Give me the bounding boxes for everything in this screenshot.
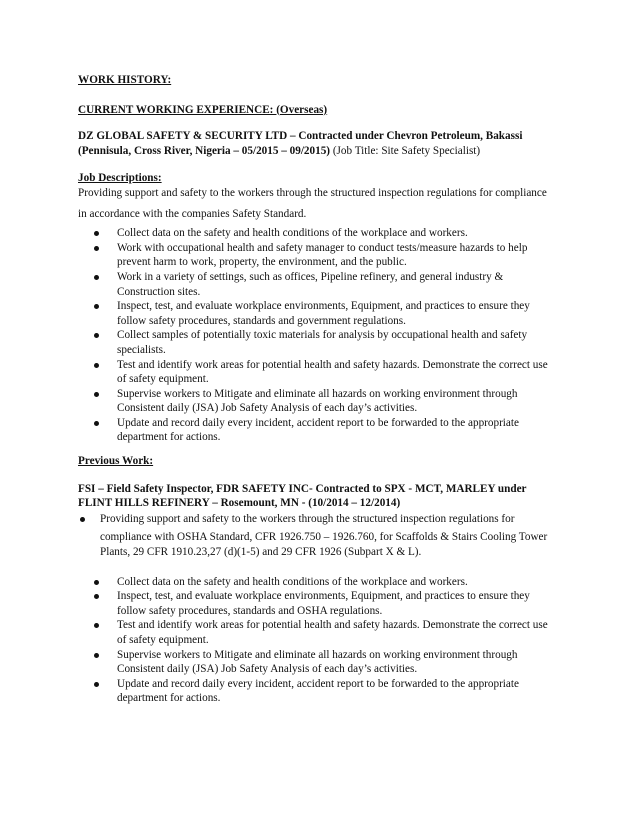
bullet-line: Consistent daily (JSA) Job Safety Analysis of each day’s activities. <box>117 402 418 415</box>
bullet-icon <box>94 653 99 658</box>
bullet-icon <box>94 231 99 236</box>
current-employer-location: (Pennisula, Cross River, Nigeria – 05/2015 – 09/2015) <box>78 144 331 157</box>
previous-employer <box>78 482 554 511</box>
bullet-line: Update and record daily every incident, accident report to be forwarded to the appropriate <box>117 677 519 690</box>
bullet-icon <box>94 246 99 251</box>
bullet-icon <box>94 594 99 599</box>
current-experience-heading: CURRENT WORKING EXPERIENCE: (Overseas) <box>78 103 328 116</box>
current-job-title: (Job Title: Site Safety Specialist) <box>332 144 481 157</box>
bullet-line: Providing support and safety to the workers through the structured inspection regulations for <box>100 512 515 525</box>
bullet-line: follow safety procedures, standards and OSHA regulations. <box>117 604 383 617</box>
list-item <box>78 328 554 357</box>
bullet-line: specialists. <box>117 343 166 356</box>
bullet-line: Construction sites. <box>117 285 201 298</box>
bullet-line: Inspect, test, and evaluate workplace environments, Equipment, and practices to ensure they <box>117 590 530 603</box>
bullet-line: department for actions. <box>117 431 221 444</box>
current-employer-line2 <box>78 144 554 159</box>
bullet-line: follow safety procedures, standards and government regulations. <box>117 314 406 327</box>
previous-employer-line2: FLINT HILLS REFINERY – Rosemount, MN - (10/2014 – 12/2014) <box>78 497 401 510</box>
previous-employer-line1: FSI – Field Safety Inspector, FDR SAFETY INC- Contracted to SPX - MCT, MARLEY under <box>78 482 527 495</box>
current-employer-line1: DZ GLOBAL SAFETY & SECURITY LTD – Contracted under Chevron Petroleum, Bakassi <box>78 130 523 143</box>
previous-duties-list <box>78 575 554 706</box>
bullet-line: of safety equipment. <box>117 373 209 386</box>
list-item <box>78 648 554 677</box>
bullet-line: of safety equipment. <box>117 634 209 646</box>
job-descriptions-heading: Job Descriptions: <box>78 172 162 185</box>
bullet-line: Update and record daily every incident, accident report to be forwarded to the appropriate <box>117 416 519 429</box>
work-history-heading: WORK HISTORY: <box>78 74 172 86</box>
current-employer <box>78 129 554 158</box>
list-item <box>78 589 554 618</box>
job-description-intro-line2: in accordance with the companies Safety Standard. <box>78 207 307 220</box>
bullet-line: Collect samples of potentially toxic materials for analysis by occupational health and safety <box>117 329 528 342</box>
bullet-line: Consistent daily (JSA) Job Safety Analysis of each day’s activities. <box>117 663 418 676</box>
bullet-line: Plants, 29 CFR 1910.23,27 (d)(1-5) and 29 CFR 1926 (Subpart X & L). <box>100 546 422 559</box>
list-item <box>78 226 554 241</box>
list-item <box>78 575 554 590</box>
list-item <box>78 299 554 328</box>
bullet-line: Work with occupational health and safety manager to conduct tests/measure hazards to help <box>117 241 528 254</box>
bullet-line: Inspect, test, and evaluate workplace environments, Equipment, and practices to ensure they <box>117 300 530 313</box>
bullet-icon <box>94 682 99 687</box>
list-item <box>78 677 554 706</box>
list-item <box>78 241 554 270</box>
list-item <box>78 387 554 416</box>
bullet-line: department for actions. <box>117 692 221 705</box>
list-item <box>78 512 554 560</box>
bullet-line: prevent harm to work, property, the environment, and the public. <box>117 256 407 269</box>
bullet-icon <box>94 275 99 280</box>
job-description-intro-line1: Providing support and safety to the workers through the structured inspection regulations for compliance <box>78 186 547 199</box>
bullet-icon <box>94 333 99 338</box>
current-duties-list <box>78 226 554 445</box>
bullet-line: Supervise workers to Mitigate and eliminate all hazards on working environment through <box>117 648 518 661</box>
bullet-line: Collect data on the safety and health conditions of the workplace and workers. <box>117 575 468 588</box>
list-item <box>78 270 554 299</box>
bullet-line: Collect data on the safety and health conditions of the workplace and workers. <box>117 227 468 240</box>
previous-first-list <box>78 512 554 560</box>
bullet-line: Test and identify work areas for potential health and safety hazards. Demonstrate the correct use <box>117 358 548 371</box>
bullet-line: compliance with OSHA Standard, CFR 1926.750 – 1926.760, for Scaffolds & Stairs Cooling Tower <box>100 531 548 544</box>
list-item <box>78 618 554 647</box>
list-item <box>78 358 554 387</box>
previous-work-heading: Previous Work: <box>78 455 154 468</box>
bullet-icon <box>80 517 85 522</box>
bullet-icon <box>94 304 99 309</box>
bullet-icon <box>94 363 99 368</box>
list-item <box>78 416 554 445</box>
bullet-icon <box>94 580 99 585</box>
bullet-line: Supervise workers to Mitigate and eliminate all hazards on working environment through <box>117 387 518 400</box>
bullet-line: Test and identify work areas for potential health and safety hazards. Demonstrate the correct use <box>117 619 548 632</box>
bullet-icon <box>94 421 99 426</box>
resume-page <box>78 64 554 706</box>
bullet-icon <box>94 623 99 628</box>
bullet-icon <box>94 392 99 397</box>
bullet-line: Work in a variety of settings, such as offices, Pipeline refinery, and general industry & <box>117 270 504 283</box>
